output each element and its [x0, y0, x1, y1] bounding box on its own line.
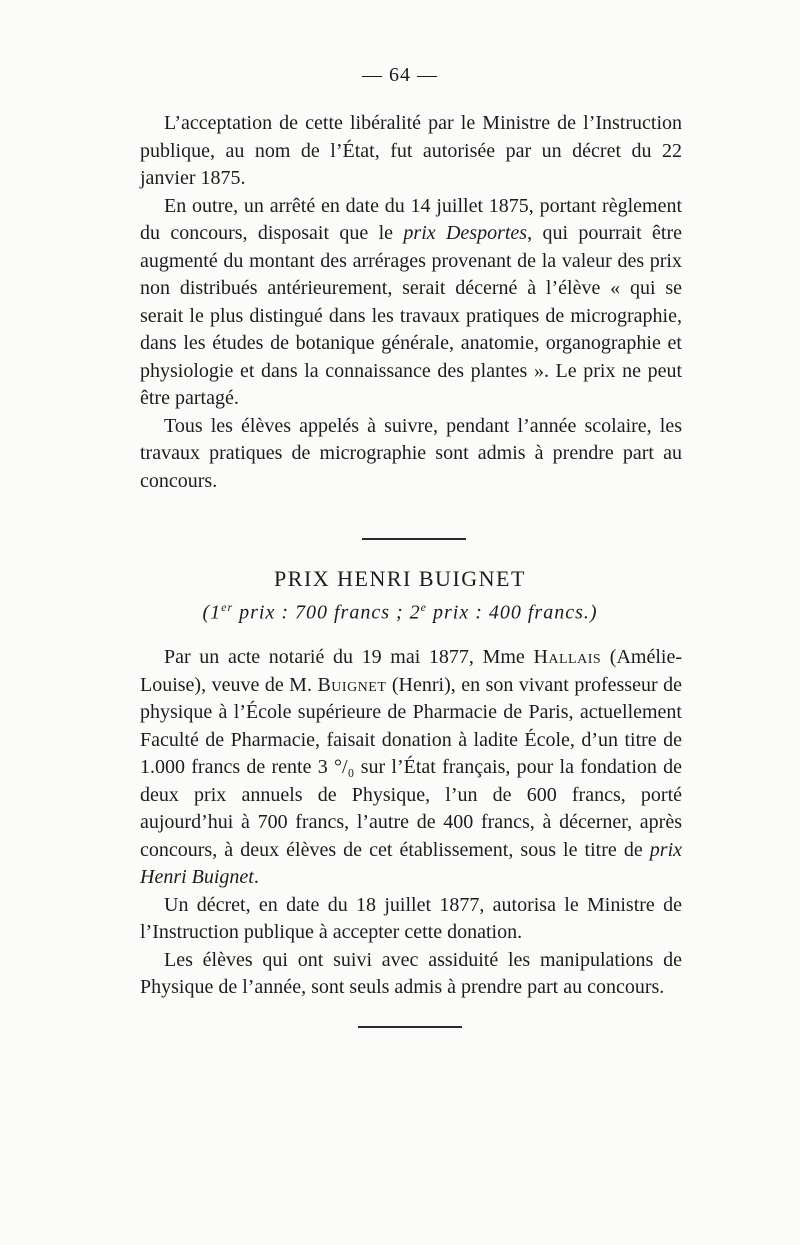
desportes-section-text: [140, 110, 682, 495]
name-hallais: Hallais: [533, 646, 602, 668]
subtitle-second-num: 2: [409, 601, 421, 624]
donation-text-d: .: [253, 866, 259, 888]
prize-buignet-name: prix Henri Buignet: [140, 838, 682, 888]
arrete-text-start: En outre, un arrêté en date du 14 juillet 1875, portant règlement du concours, disposait que le: [140, 194, 682, 244]
name-buignet: Buignet: [317, 673, 387, 696]
subtitle-second-rest: prix : 400 francs.): [427, 601, 598, 624]
buignet-section-text: [140, 644, 682, 1002]
donation-text-a: Par un acte notarié du 19 mai 1877, Mme: [164, 646, 534, 668]
arrete-text-end: , qui pourrait être augmenté du montant des arrérages provenant de la valeur des prix non distribués antérieurement, serait décerné à l’élève « qui se serait le plus distingué dans les travaux pratiques de micrographie, dans les études de botanique générale, anatomie, organographie et physiologie et dans la connaissance des plantes ». Le prix ne peut être partagé.: [140, 222, 682, 409]
donation-text-b: (Amélie-Louise), veuve de M.: [140, 646, 682, 696]
paragraph-decree: Un décret, en date du 18 juillet 1877, autorisa le Ministre de l’Instruction publique à accepter cette donation.: [140, 893, 682, 943]
subtitle-second-sup: e: [420, 600, 427, 614]
subtitle-first-sup: er: [221, 600, 234, 614]
section-divider: [362, 538, 466, 540]
donation-text-c: (Henri), en son vivant professeur de physique à l’École supérieure de Pharmacie de Paris, actuellement Faculté de Pharmacie, faisait donation à ladite École, d’un titre de 1.000 francs de rente 3 °/₀ sur l’État français, pour la fondation de deux prix annuels de Physique, l’un de 600 francs, porté aujourd’hui à 700 francs, l’autre de 400 francs, à décerner, après concours, à deux élèves de cet établissement, sous le titre de: [140, 673, 682, 861]
prize-desportes-name: prix Desportes: [403, 222, 528, 244]
subtitle-first-num: 1: [210, 601, 222, 624]
paragraph-participants: Les élèves qui ont suivi avec assiduité les manipulations de Physique de l’année, sont seuls admis à prendre part au concours.: [140, 948, 682, 998]
subtitle-first-rest: prix : 700 francs ;: [233, 601, 410, 624]
end-divider: [358, 1026, 462, 1028]
section-subtitle: [0, 600, 800, 625]
page-number: — 64 —: [362, 64, 438, 86]
paragraph-arrete: [140, 193, 682, 413]
section-title: PRIX HENRI BUIGNET: [274, 566, 526, 591]
paragraph-donation: [140, 644, 682, 892]
paragraph-acceptance: L’acceptation de cette libéralité par le Ministre de l’Instruction publique, au nom de l’État, fut autorisée par un décret du 22 janvier 1875.: [140, 112, 682, 189]
paragraph-eligibility: Tous les élèves appelés à suivre, pendant l’année scolaire, les travaux pratiques de micrographie sont admis à prendre part au concours.: [140, 414, 682, 492]
subtitle-open: (: [202, 601, 211, 624]
